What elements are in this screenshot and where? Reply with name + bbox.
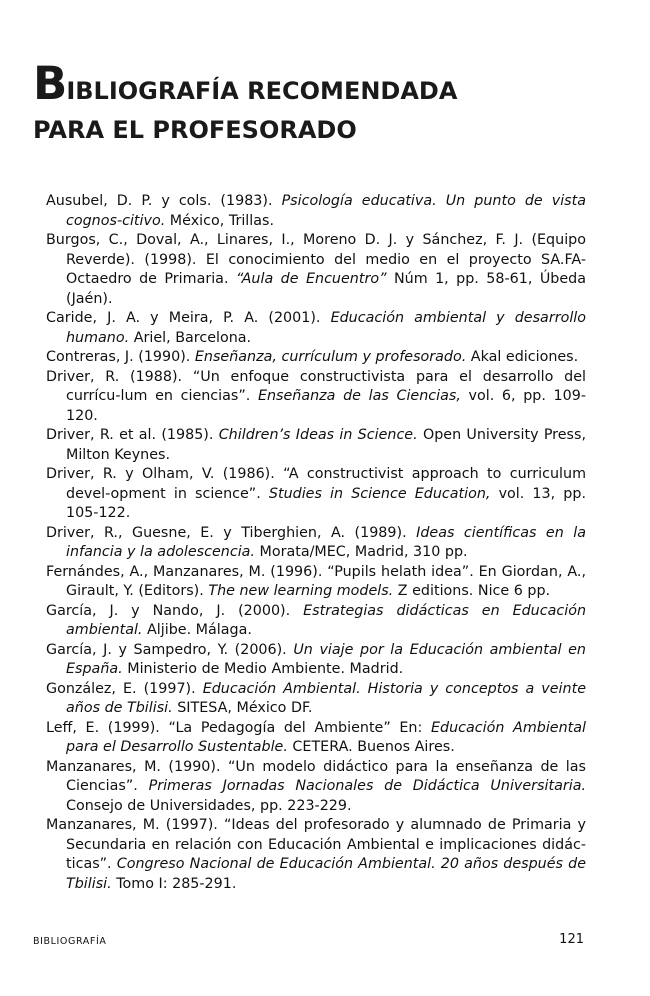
reference-list <box>46 192 586 894</box>
reference-title: Educación Ambiental. Historia y conceptos a veinte años de Tbilisi. <box>66 680 586 716</box>
running-footer-section: BIBLIOGRAFÍA <box>33 936 107 947</box>
reference-text: Akal ediciones. <box>466 349 579 365</box>
reference-text: Consejo de Universidades, pp. 223-229. <box>66 797 352 814</box>
reference-entry <box>46 641 586 680</box>
heading-drop-cap: B <box>33 57 67 110</box>
reference-title: Primeras Jornadas Nacionales de Didáctica Universitaria. <box>148 778 586 794</box>
reference-entry <box>46 758 586 817</box>
heading-line-2: PARA EL PROFESORADO <box>33 116 357 144</box>
reference-text: Ausubel, D. P. y cols. (1983). <box>46 193 282 209</box>
reference-title: “Aula de Encuentro” <box>235 271 387 287</box>
reference-title: Educación Ambiental para el Desarrollo Sustentable. <box>66 719 586 755</box>
reference-entry <box>46 719 586 758</box>
reference-text: Burgos, C., Doval, A., Linares, I., Moreno D. J. y Sánchez, F. J. (Equipo Reverde). (1998). El conocimiento del medio en el proyecto SA.FA-Octaedro de Primaria. <box>46 232 586 287</box>
heading-line-1-text: IBLIOGRAFÍA RECOMENDADA <box>66 77 458 105</box>
reference-text: vol. 13, pp. 105-122. <box>66 485 586 521</box>
reference-entry <box>46 426 586 465</box>
reference-entry <box>46 563 586 602</box>
reference-entry <box>46 348 586 368</box>
reference-text: México, Trillas. <box>165 212 274 229</box>
reference-entry <box>46 368 586 427</box>
reference-title: Estrategias didácticas en Educación ambiental. <box>66 602 587 638</box>
reference-title: Congreso Nacional de Educación Ambiental. 20 años después de Tbilisi. <box>66 856 586 892</box>
reference-text: Ariel, Barcelona. <box>129 329 252 346</box>
reference-title: Enseñanza, currículum y profesorado. <box>194 349 467 365</box>
reference-text: Núm 1, pp. 58-61, Úbeda (Jaén). <box>66 271 586 307</box>
reference-entry <box>46 231 586 309</box>
reference-entry <box>46 524 586 563</box>
reference-entry <box>46 192 586 231</box>
reference-text: Tomo I: 285-291. <box>111 875 237 892</box>
heading-line-1 <box>33 57 623 113</box>
page-number: 121 <box>559 932 584 947</box>
reference-text: Caride, J. A. y Meira, P. A. (2001). <box>46 310 331 326</box>
reference-text: SITESA, México DF. <box>172 700 313 716</box>
reference-text: Leff, E. (1999). “La Pedagogía del Ambiente” En: <box>46 719 431 736</box>
reference-text: Manzanares, M. (1997). “Ideas del profesorado y alumnado de Primaria y Secundaria en relación con Educación Ambiental e implicaciones didác-ticas”. <box>46 817 586 872</box>
reference-title: Un viaje por la Educación ambiental en España. <box>66 641 586 677</box>
reference-entry <box>46 816 586 894</box>
reference-entry <box>46 680 586 719</box>
reference-title: Psicología educativa. Un punto de vista cognos-citivo. <box>66 193 586 229</box>
reference-entry <box>46 602 586 641</box>
reference-title: Enseñanza de las Ciencias, <box>257 388 461 404</box>
reference-text: Morata/MEC, Madrid, 310 pp. <box>254 544 468 560</box>
reference-text: García, J. y Sampedro, Y. (2006). <box>46 641 294 658</box>
reference-title: Studies in Science Education, <box>268 485 491 502</box>
reference-title: Children’s Ideas in Science. <box>218 427 418 443</box>
reference-text: Open University Press, Milton Keynes. <box>66 427 586 463</box>
reference-title: Educación ambiental y desarrollo humano. <box>66 310 587 346</box>
reference-text: Driver, R. (1988). “Un enfoque constructivista para el desarrollo del currícu-lum en ciencias”. <box>46 368 586 404</box>
reference-entry <box>46 465 586 524</box>
reference-text: vol. 6, pp. 109-120. <box>66 388 586 424</box>
reference-entry <box>46 309 586 348</box>
reference-text: Manzanares, M. (1990). “Un modelo didáctico para la enseñanza de las Ciencias”. <box>46 758 586 794</box>
page-heading <box>33 57 623 147</box>
reference-text: Fernándes, A., Manzanares, M. (1996). “Pupils helath idea”. En Giordan, A., Girault, Y. (Editors). <box>46 563 586 599</box>
reference-title: Ideas científicas en la infancia y la adolescencia. <box>66 524 586 560</box>
reference-text: Z editions. Nice 6 pp. <box>393 583 551 599</box>
reference-text: Contreras, J. (1990). <box>46 349 195 365</box>
reference-text: Ministerio de Medio Ambiente. Madrid. <box>122 661 404 677</box>
reference-text: Driver, R., Guesne, E. y Tiberghien, A. (1989). <box>46 524 417 541</box>
reference-text: Driver, R. y Olham, V. (1986). “A constructivist approach to curriculum devel-opment in science”. <box>46 466 586 502</box>
reference-text: González, E. (1997). <box>46 680 203 697</box>
reference-text: Aljibe. Málaga. <box>142 622 252 638</box>
reference-text: García, J. y Nando, J. (2000). <box>46 602 304 619</box>
reference-title: The new learning models. <box>208 583 394 599</box>
reference-text: Driver, R. et al. (1985). <box>46 427 219 443</box>
reference-text: CETERA. Buenos Aires. <box>287 739 455 755</box>
